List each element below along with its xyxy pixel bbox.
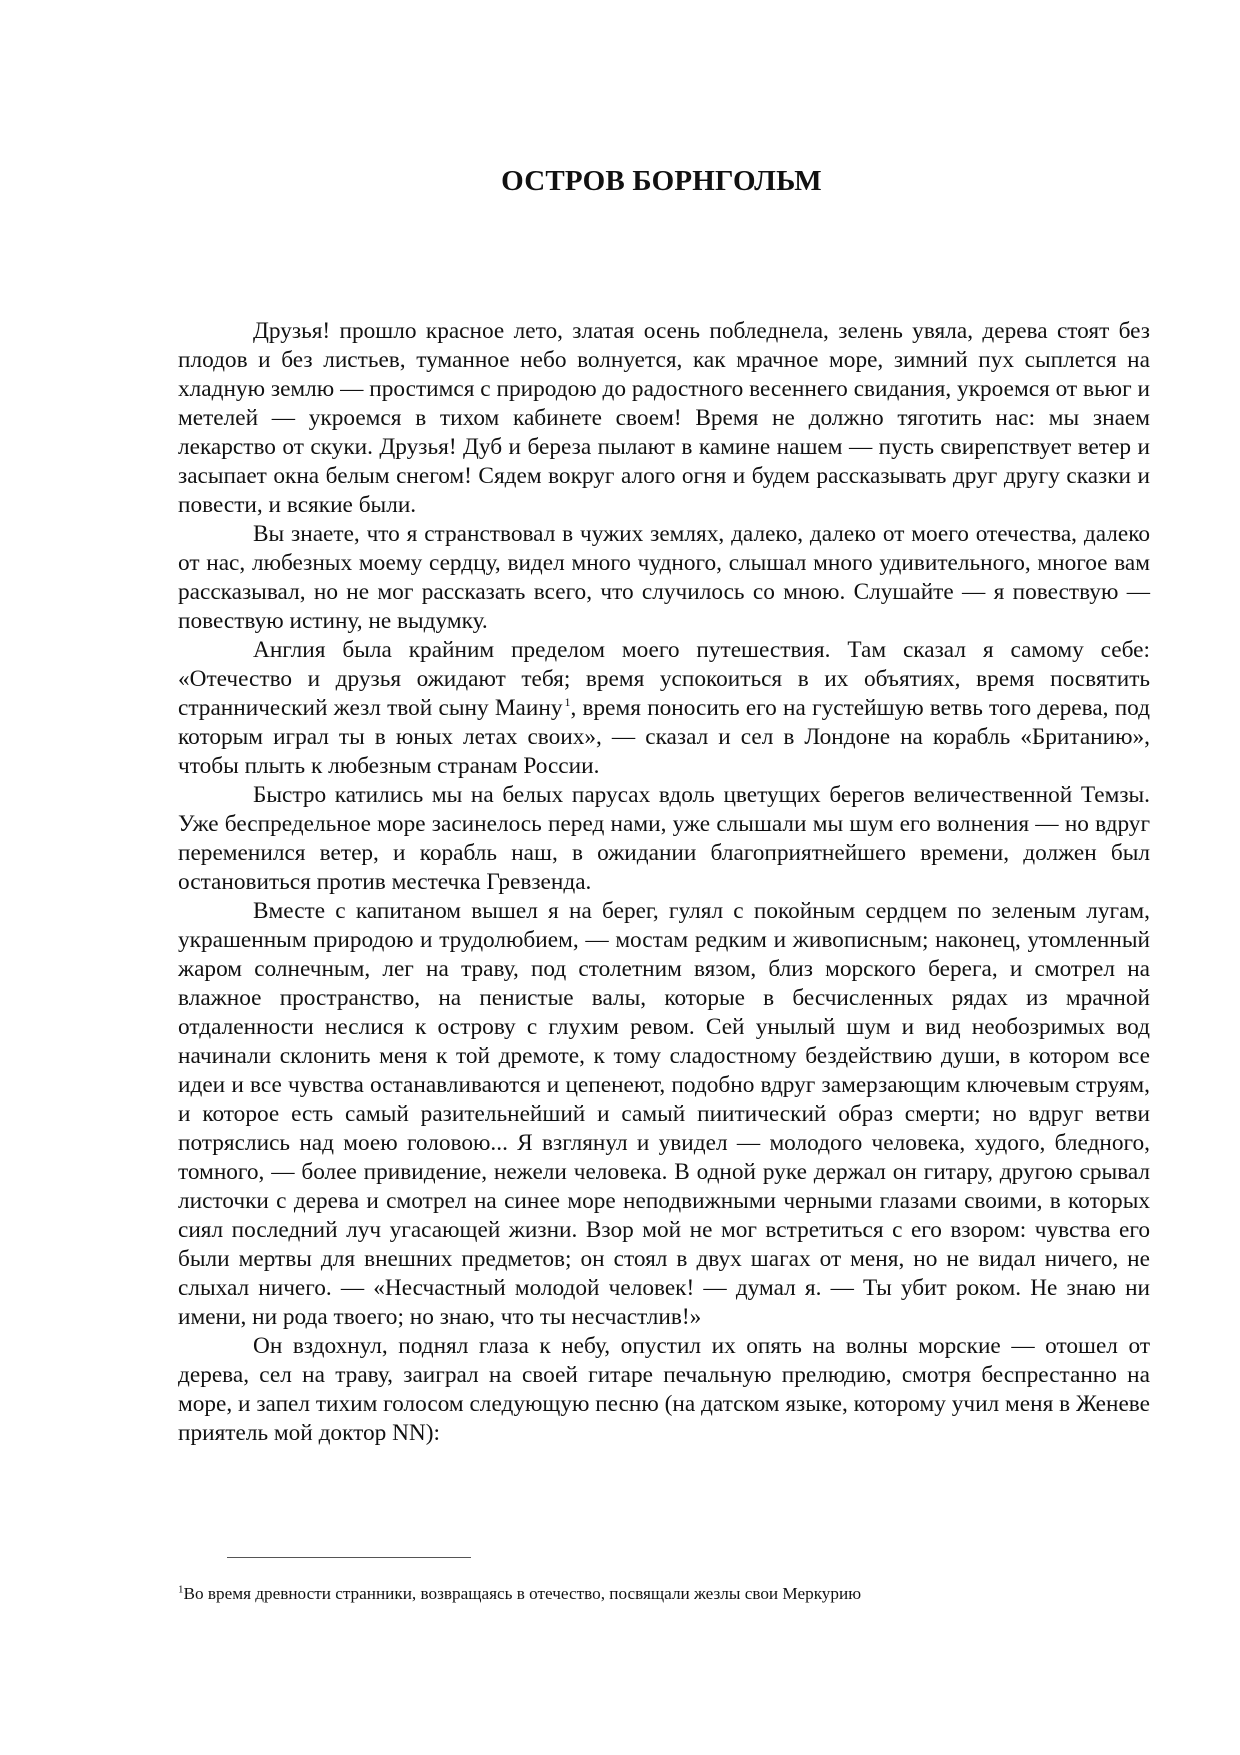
paragraph-2: Вы знаете, что я странствовал в чужих землях, далеко, далеко от моего отечества, далеко от нас, любезных моему сердцу, видел много чудного, слышал много удивительного, многое вам рассказывал, но не мог рассказать всего, что случилось со мною. Слушайте — я повествую — повествую истину, не выдумку. xyxy=(178,521,1150,634)
footnote-reference[interactable]: 1 xyxy=(564,695,571,710)
footnote-text: Во время древности странники, возвращаясь в отечество, посвящали жезлы свои Меркурию xyxy=(183,1584,862,1603)
footnote-separator xyxy=(227,1557,471,1558)
footnote xyxy=(178,1583,1158,1605)
paragraph-3 xyxy=(178,636,1150,781)
paragraph-6: Он вздохнул, поднял глаза к небу, опустил их опять на волны морские — отошел от дерева, сел на траву, заиграл на своей гитаре печальную прелюдию, смотря беспрестанно на море, и запел тихим голосом следующую песню (на датском языке, которому учил меня в Женеве приятель мой доктор NN): xyxy=(178,1333,1150,1446)
paragraph-5: Вместе с капитаном вышел я на берег, гулял с покойным сердцем по зеленым лугам, украшенным природою и трудолюбием, — мостам редким и живописным; наконец, утомленный жаром солнечным, лег на траву, под столетним вязом, близ морского берега, и смотрел на влажное пространство, на пенистые валы, которые в бесчисленных рядах из мрачной отдаленности неслися к острову с глухим ревом. Сей унылый шум и вид необозримых вод начинали склонить меня к той дремоте, к тому сладостному бездействию души, в котором все идеи и все чувства останавливаются и цепенеют, подобно вдруг замерзающим ключевым струям, и которое есть самый разительнейший и самый пиитический образ смерти; но вдруг ветви потряслись над моею головою... Я взглянул и увидел — молодого человека, худого, бледного, томного, — более привидение, нежели человека. В одной руке держал он гитару, другою срывал листочки с дерева и смотрел на синее море неподвижными черными глазами своими, в которых сиял последний луч угасающей жизни. Взор мой не мог встретиться с его взором: чувства его были мертвы для внешних предметов; он стоял в двух шагах от меня, но не видал ничего, не слыхал ничего. — «Несчастный молодой человек! — думал я. — Ты убит роком. Не знаю ни имени, ни рода твоего; но знаю, что ты несчастлив!» xyxy=(178,898,1150,1330)
paragraph-3-part-1: Англия была крайним пределом моего путешествия. Там сказал я самому себе: «Отечество и друзья ожидают тебя; время успокоиться в их объятиях, время посвятить страннический жезл твой сыну Маину xyxy=(178,637,1150,721)
page-title: ОСТРОВ БОРНГОЛЬМ xyxy=(501,165,822,197)
paragraph-4: Быстро катились мы на белых парусах вдоль цветущих берегов величественной Темзы. Уже беспредельное море засинелось перед нами, уже слышали мы шум его волнения — но вдруг переменился ветер, и корабль наш, в ожидании благоприятнейшего времени, должен был остановиться против местечка Гревзенда. xyxy=(178,782,1150,895)
paragraph-3-part-2: , время поносить его на густейшую ветвь того дерева, под которым играл ты в юных летах своих», — сказал и сел в Лондоне на корабль «Британию», чтобы плыть к любезным странам России. xyxy=(178,695,1150,779)
paragraph-1: Друзья! прошло красное лето, златая осень побледнела, зелень увяла, дерева стоят без плодов и без листьев, туманное небо волнуется, как мрачное море, зимний пух сыплется на хладную землю — простимся с природою до радостного весеннего свидания, укроемся от вьюг и метелей — укроемся в тихом кабинете своем! Время не должно тяготить нас: мы знаем лекарство от скуки. Друзья! Дуб и береза пылают в камине нашем — пусть свирепствует ветер и засыпает окна белым снегом! Сядем вокруг алого огня и будем рассказывать друг другу сказки и повести, и всякие были. xyxy=(178,318,1150,518)
footnote-mark: 1 xyxy=(178,1583,184,1596)
body-text xyxy=(178,317,1150,1448)
